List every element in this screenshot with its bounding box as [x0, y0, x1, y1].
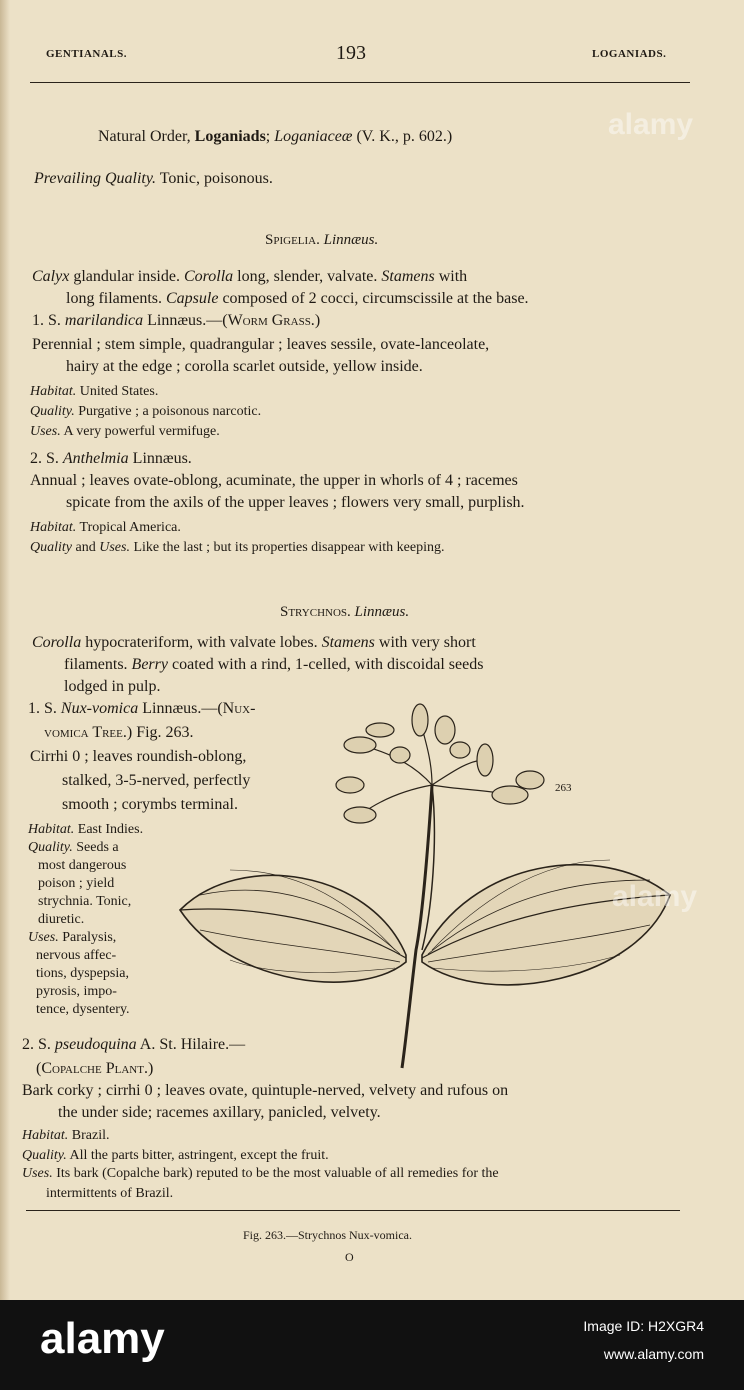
spigelia-desc-1: Calyx glandular inside. Corolla long, slender, valvate. Stamens with	[32, 268, 468, 285]
nux-vomica-desc-3: smooth ; corymbs terminal.	[62, 796, 238, 813]
nux-vomica-name-2: vomica Tree.) Fig. 263.	[44, 724, 194, 741]
species-marilandica: 1. S. marilandica Linnæus.—(Worm Grass.)	[32, 312, 321, 329]
nux-vomica-uses-1: Uses. Paralysis,	[28, 930, 117, 945]
page-number: 193	[336, 42, 366, 64]
figure-number-label: 263	[555, 782, 572, 794]
anthelmia-desc-2: spicate from the axils of the upper leaves ; flowers very small, purplish.	[66, 494, 525, 511]
header-rule	[30, 82, 690, 83]
nux-vomica-uses-4: pyrosis, impo-	[36, 984, 117, 999]
running-head-right: LOGANIADS.	[592, 48, 667, 60]
nux-vomica-quality-3: poison ; yield	[38, 876, 115, 891]
species-pseudoquina: 2. S. pseudoquina A. St. Hilaire.—	[22, 1036, 246, 1053]
marilandica-desc-1: Perennial ; stem simple, quadrangular ; leaves sessile, ovate-lanceolate,	[32, 336, 490, 353]
stock-banner	[0, 1300, 744, 1390]
nux-vomica-desc-2: stalked, 3-5-nerved, perfectly	[62, 772, 251, 789]
image-id: Image ID: H2XGR4	[583, 1318, 704, 1334]
watermark-middle: alamy	[612, 880, 698, 913]
strychnos-desc-1: Corolla hypocrateriform, with valvate lobes. Stamens with very short	[32, 634, 476, 651]
strychnos-desc-3: lodged in pulp.	[64, 678, 161, 695]
prevailing-quality: Prevailing Quality. Tonic, poisonous.	[34, 170, 273, 187]
marilandica-uses: Uses. A very powerful vermifuge.	[30, 424, 220, 439]
strychnos-desc-2: filaments. Berry coated with a rind, 1-celled, with discoidal seeds	[64, 656, 484, 673]
pseudoquina-uses: Uses. Its bark (Copalche bark) reputed to be the most valuable of all remedies for the	[22, 1166, 499, 1181]
figure-caption: Fig. 263.—Strychnos Nux-vomica.	[243, 1228, 412, 1242]
species-anthelmia: 2. S. Anthelmia Linnæus.	[30, 450, 192, 467]
spigelia-desc-2: long filaments. Capsule composed of 2 cocci, circumscissile at the base.	[66, 290, 529, 307]
pseudoquina-uses-2: intermittents of Brazil.	[46, 1186, 174, 1201]
nux-vomica-uses-3: tions, dyspepsia,	[36, 966, 129, 981]
running-head-left: GENTIANALS.	[46, 48, 127, 60]
marilandica-quality: Quality. Purgative ; a poisonous narcotic.	[30, 404, 262, 419]
nux-vomica-uses-2: nervous affec-	[36, 948, 117, 963]
marilandica-habitat: Habitat. United States.	[30, 384, 159, 399]
nux-vomica-quality-2: most dangerous	[38, 858, 127, 873]
marilandica-desc-2: hairy at the edge ; corolla scarlet outside, yellow inside.	[66, 358, 423, 375]
nux-vomica-habitat: Habitat. East Indies.	[28, 822, 144, 837]
pseudoquina-quality: Quality. All the parts bitter, astringent, except the fruit.	[22, 1148, 329, 1163]
nux-vomica-quality-5: diuretic.	[38, 912, 85, 927]
genus-heading-strychnos: Strychnos. Linnæus.	[280, 604, 410, 620]
nux-vomica-desc-1: Cirrhi 0 ; leaves roundish-oblong,	[30, 748, 247, 765]
anthelmia-habitat: Habitat. Tropical America.	[30, 520, 181, 535]
pseudoquina-desc-2: the under side; racemes axillary, panicled, velvety.	[58, 1104, 381, 1121]
natural-order-heading: Natural Order, Loganiads; Loganiaceæ (V. K., p. 602.)	[98, 128, 453, 145]
pseudoquina-habitat: Habitat. Brazil.	[22, 1128, 110, 1143]
pseudoquina-name-2: (Copalche Plant.)	[36, 1060, 154, 1077]
pseudoquina-desc-1: Bark corky ; cirrhi 0 ; leaves ovate, quintuple-nerved, velvety and rufous on	[22, 1082, 509, 1099]
alamy-url[interactable]: www.alamy.com	[603, 1346, 704, 1362]
genus-heading-spigelia: Spigelia. Linnæus.	[265, 232, 379, 248]
strychnos-illustration	[170, 700, 680, 1080]
species-nux-vomica: 1. S. Nux-vomica Linnæus.—(Nux-	[28, 700, 256, 717]
footer-rule	[26, 1210, 680, 1211]
nux-vomica-uses-5: tence, dysentery.	[36, 1002, 130, 1017]
alamy-logo: alamy	[40, 1314, 165, 1363]
nux-vomica-quality-1: Quality. Seeds a	[28, 840, 119, 855]
anthelmia-quality-uses: Quality and Uses. Like the last ; but its properties disappear with keeping.	[30, 540, 445, 555]
watermark-top: alamy	[608, 108, 694, 141]
anthelmia-desc-1: Annual ; leaves ovate-oblong, acuminate, the upper in whorls of 4 ; racemes	[30, 472, 518, 489]
signature-mark: O	[345, 1250, 354, 1264]
nux-vomica-quality-4: strychnia. Tonic,	[38, 894, 132, 909]
